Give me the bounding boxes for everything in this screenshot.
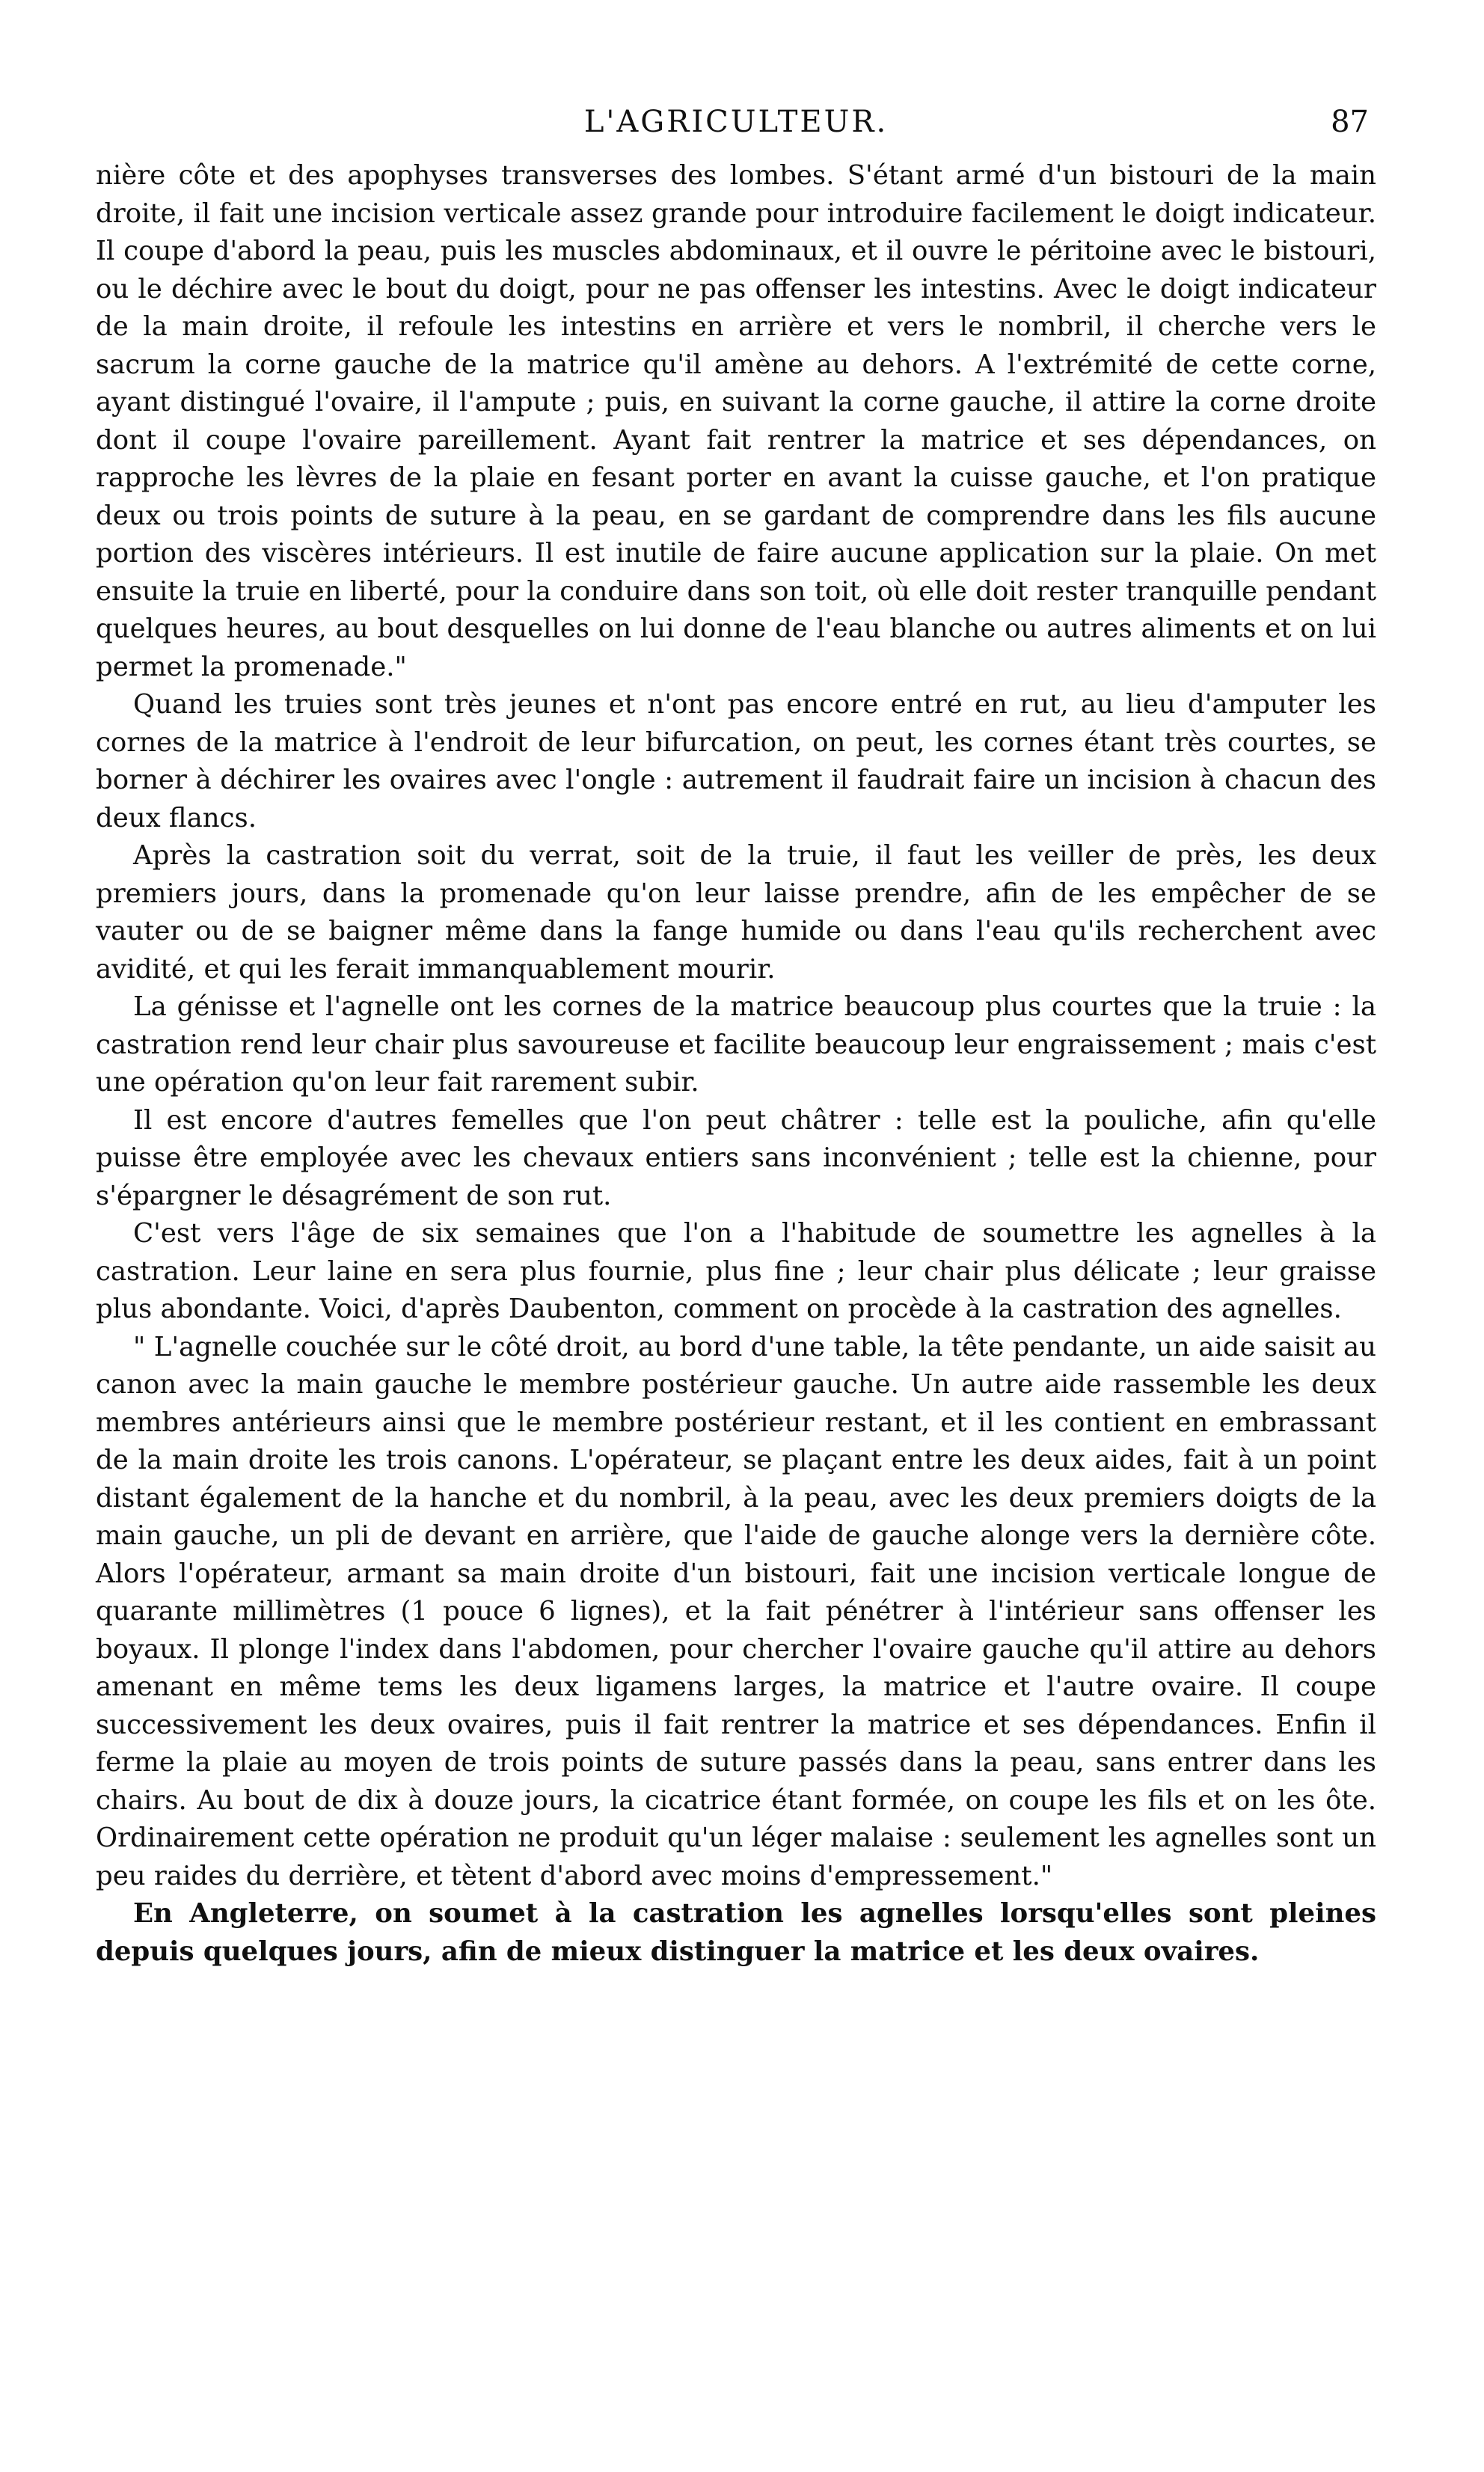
paragraph-daubenton-quote: " L'agnelle couchée sur le côté droit, au bord d'une table, la tête pendante, un aide saisit au canon avec la main gauche le membre postérieur gauche. Un autre aide rassemble les deux membres antérieurs ainsi que le membre postérieur restant, et il les contient en embrassant de la main droite les trois canons. L'opérateur, se plaçant entre les deux aides, fait à un point distant également de la hanche et du nombril, à la peau, avec les deux premiers doigts de la main gauche, un pli de devant en arrière, que l'aide de gauche alonge vers la dernière côte. Alors l'opérateur, armant sa main droite d'un bistouri, fait une incision verticale longue de quarante millimètres (1 pouce 6 lignes), et la fait pénétrer à l'intérieur sans offenser les boyaux. Il plonge l'index dans l'abdomen, pour chercher l'ovaire gauche qu'il attire au dehors amenant en même tems les deux ligamens larges, la matrice et l'autre ovaire. Il coupe successivement les deux ovaires, puis il fait rentrer la matrice et ses dépendances. Enfin il ferme la plaie au moyen de trois points de suture passés dans la peau, sans entrer dans les chairs. Au bout de dix à douze jours, la cicatrice étant formée, on coupe les fils et on les ôte. Ordinairement cette opération ne produit qu'un léger malaise : seulement les agnelles sont un peu raides du derrière, et tètent d'abord avec moins d'empressement." xyxy=(96,1331,1376,1891)
paragraph-england: En Angleterre, on soumet à la castration les agnelles lorsqu'elles sont pleines depuis quelques jours, afin de mieux distinguer la matrice et les deux ovaires. xyxy=(96,1898,1376,1967)
paragraph-other-females: Il est encore d'autres femelles que l'on peut châtrer : telle est la pouliche, afin qu'elle puisse être employée avec les chevaux entiers sans inconvénient ; telle est la chienne, pour s'épargner le désagrément de son rut. xyxy=(96,1104,1376,1211)
paragraph-ewe-lambs: C'est vers l'âge de six semaines que l'on a l'habitude de soumettre les agnelles à la castration. Leur laine en sera plus fournie, plus fine ; leur chair plus délicate ; leur graisse plus abondante. Voici, d'après Daubenton, comment on procède à la castration des agnelles. xyxy=(96,1218,1376,1324)
running-title: L'AGRICULTEUR. xyxy=(583,105,889,139)
page-number: 87 xyxy=(1331,105,1369,139)
paragraph-young-sows: Quand les truies sont très jeunes et n'ont pas encore entré en rut, au lieu d'amputer les cornes de la matrice à l'endroit de leur bifurcation, on peut, les cornes étant très courtes, se borner à déchirer les ovaires avec l'ongle : autrement il faudrait faire un incision à chacun des deux flancs. xyxy=(96,689,1376,833)
body-text xyxy=(96,157,1376,1971)
paragraph-heifer-ewe: La génisse et l'agnelle ont les cornes de la matrice beaucoup plus courtes que la truie : la castration rend leur chair plus savoureuse et facilite beaucoup leur engraissement ; mais c'est une opération qu'on leur fait rarement subir. xyxy=(96,991,1376,1098)
paragraph-continuation: nière côte et des apophyses transverses des lombes. S'étant armé d'un bistouri de la main droite, il fait une incision verticale assez grande pour introduire facilement le doigt indicateur. Il coupe d'abord la peau, puis les muscles abdominaux, et il ouvre le péritoine avec le bistouri, ou le déchire avec le bout du doigt, pour ne pas offenser les intestins. Avec le doigt indicateur de la main droite, il refoule les intestins en arrière et vers le nombril, il cherche vers le sacrum la corne gauche de la matrice qu'il amène au dehors. A l'extrémité de cette corne, ayant distingué l'ovaire, il l'ampute ; puis, en suivant la corne gauche, il attire la corne droite dont il coupe l'ovaire pareillement. Ayant fait rentrer la matrice et ses dépendances, on rapproche les lèvres de la plaie en fesant porter en avant la cuisse gauche, et l'on pratique deux ou trois points de suture à la peau, en se gardant de comprendre dans les fils aucune portion des viscères intérieurs. Il est inutile de faire aucune application sur la plaie. On met ensuite la truie en liberté, pour la conduire dans son toit, où elle doit rester tranquille pendant quelques heures, au bout desquelles on lui donne de l'eau blanche ou autres aliments et on lui permet la promenade." xyxy=(96,160,1376,682)
running-head xyxy=(96,90,1376,157)
paragraph-aftercare: Après la castration soit du verrat, soit de la truie, il faut les veiller de près, les deux premiers jours, dans la promenade qu'on leur laisse prendre, afin de les empêcher de se vauter ou de se baigner même dans la fange humide ou dans l'eau qu'ils recherchent avec avidité, et qui les ferait immanquablement mourir. xyxy=(96,840,1376,985)
book-page xyxy=(96,90,1376,2424)
